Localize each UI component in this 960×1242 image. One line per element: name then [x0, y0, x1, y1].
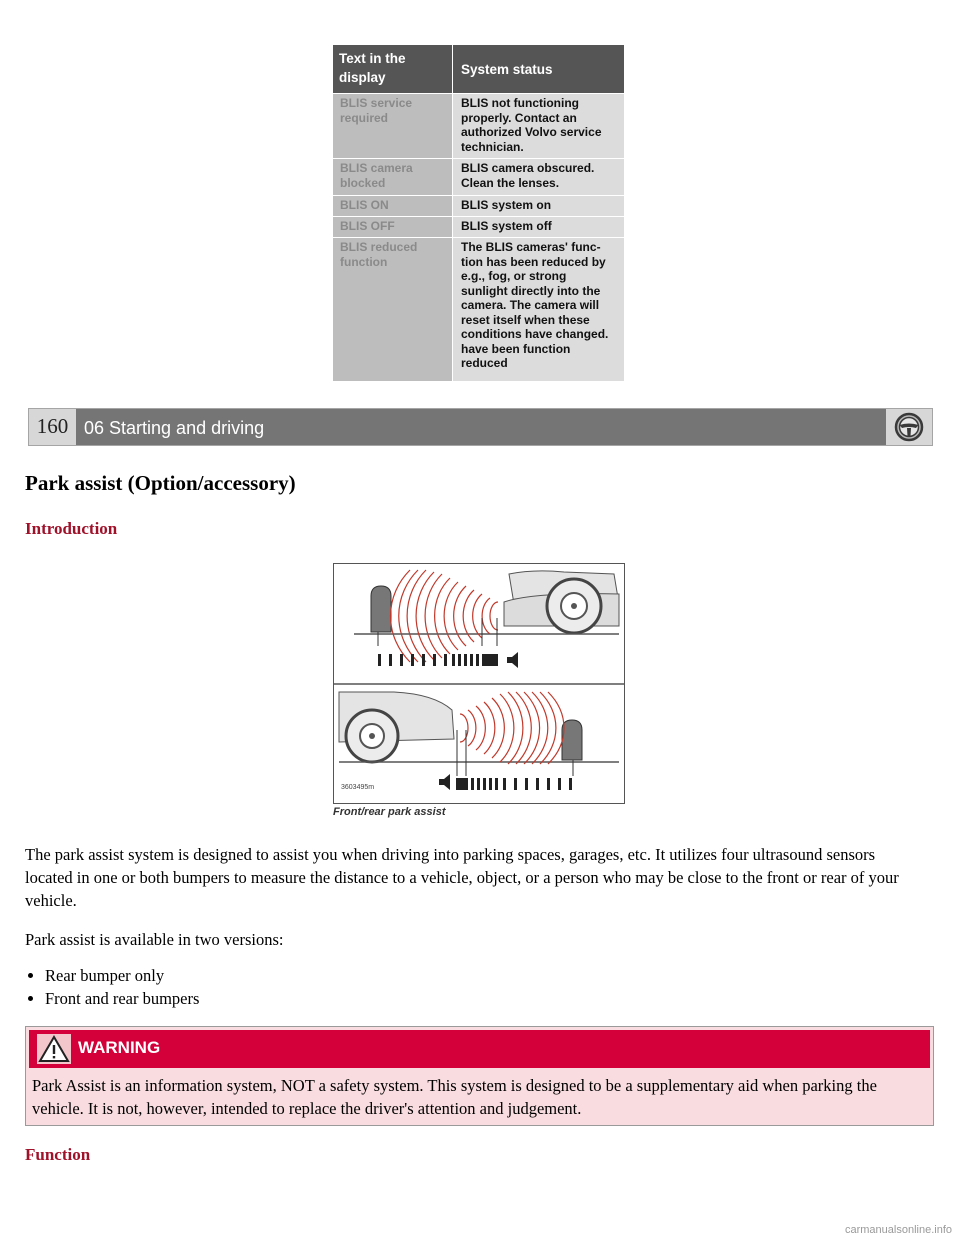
- list-item: • Rear bumper only: [45, 964, 199, 987]
- versions-list: [25, 964, 199, 1010]
- page-title: Park assist (Option/accessory): [25, 471, 296, 495]
- park-assist-illustration: [333, 563, 625, 804]
- table-row: [333, 93, 624, 158]
- status-cell: BLIS system off: [452, 217, 624, 237]
- page-number: 160: [29, 409, 76, 445]
- table-header: [333, 45, 624, 93]
- blis-status-table: [333, 45, 624, 380]
- table-row: [333, 216, 624, 237]
- figure-caption: Front/rear park assist: [333, 806, 446, 818]
- steering-wheel-icon[interactable]: [886, 409, 932, 445]
- function-heading: Function: [25, 1145, 91, 1164]
- table-row: [333, 158, 624, 195]
- list-item: • Front and rear bumpers: [45, 987, 199, 1010]
- versions-intro: Park assist is available in two versions:: [25, 930, 284, 949]
- table-row: [333, 195, 624, 216]
- display-text-cell: BLIS reduced function: [333, 238, 452, 381]
- introduction-heading: Introduction: [25, 519, 118, 538]
- section-title: 06 Starting and driving: [84, 418, 265, 438]
- rear-park-assist-diagram: [339, 692, 619, 790]
- header-display-text: Text in the display: [339, 51, 406, 85]
- status-cell: BLIS system on: [452, 196, 624, 216]
- warning-box: [25, 1026, 934, 1126]
- warning-label: WARNING: [78, 1038, 161, 1057]
- intro-paragraph: The park assist system is designed to assist you when driving into parking spaces, garages, etc. It utilizes four ultrasound sensors located in one or both bumpers to measure the distance to a vehicle, object, or a person who may be close to the front or rear of your vehicle.: [25, 845, 899, 910]
- front-park-assist-diagram: [354, 570, 619, 668]
- display-text-cell: BLIS service required: [333, 94, 452, 158]
- status-cell: The BLIS cameras' func- tion has been reduced by e.g., fog, or strong sunlight directly into the camera. The camera will reset itself when these conditions have changed. have been function reduced: [452, 238, 624, 381]
- display-text-cell: BLIS camera blocked: [333, 159, 452, 195]
- warning-header: [29, 1030, 930, 1068]
- section-header-bar: [28, 408, 933, 446]
- warning-text: Park Assist is an information system, NOT a safety system. This system is designed to be a supplementary aid when parking the vehicle. It is not, however, intended to replace the driver's attention and judgement.: [32, 1076, 877, 1118]
- status-cell: BLIS camera obscured. Clean the lenses.: [452, 159, 624, 195]
- display-text-cell: BLIS OFF: [333, 217, 452, 237]
- header-system-status: System status: [452, 45, 624, 93]
- display-text-cell: BLIS ON: [333, 196, 452, 216]
- status-cell: BLIS not functioning properly. Contact an authorized Volvo service technician.: [452, 94, 624, 158]
- table-row: [333, 237, 624, 381]
- warning-triangle-icon: [37, 1034, 71, 1069]
- figure-code: 3603495m: [341, 784, 375, 791]
- watermark: carmanualsonline.info: [844, 1224, 952, 1236]
